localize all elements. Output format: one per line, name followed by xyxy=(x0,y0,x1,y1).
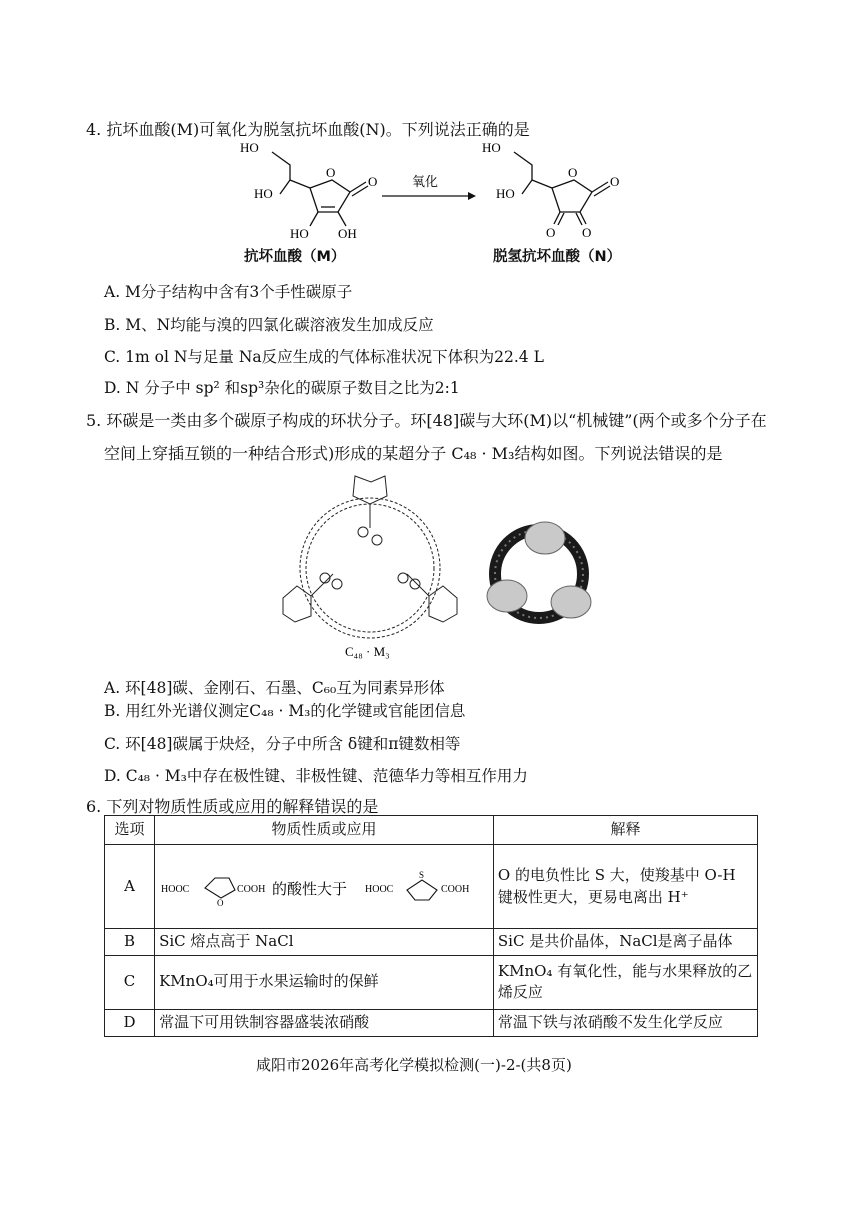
thiophene-s: S xyxy=(419,869,425,880)
thiophene-ring xyxy=(407,880,437,900)
thiophene-left-group: HOOC xyxy=(365,883,394,895)
table-row-d xyxy=(105,1009,758,1036)
furan-right-group: COOH xyxy=(237,883,266,895)
n-carbonyl-o-2: O xyxy=(546,225,556,240)
n-carbonyl-o-3: O xyxy=(582,225,592,240)
header-option: 选项 xyxy=(105,816,155,845)
explanation-table xyxy=(104,815,758,1037)
ascorbic-acid-structure xyxy=(272,152,368,226)
row-d-property: 常温下可用铁制容器盛装浓硝酸 xyxy=(155,1009,494,1036)
q5-option-c: C. 环[48]碳属于炔烃，分子中所含 δ键和π键数相等 xyxy=(104,735,461,753)
n-atom-ho-1: HO xyxy=(482,140,501,155)
row-a-property xyxy=(155,845,494,929)
question-4-stem: 4. 抗坏血酸(M)可氧化为脱氢抗坏血酸(N)。下列说法正确的是 xyxy=(86,120,530,139)
row-c-explanation: KMnO₄ 有氧化性，能与水果释放的乙烯反应 xyxy=(493,955,757,1009)
row-d-explanation: 常温下铁与浓硝酸不发生化学反应 xyxy=(493,1009,757,1036)
q4-option-d: D. N 分子中 sp² 和sp³杂化的碳原子数目之比为2:1 xyxy=(104,379,460,397)
caption-m: 抗坏血酸（M） xyxy=(244,249,346,265)
q5-option-d: D. C₄₈ · M₃中存在极性键、非极性键、范德华力等相互作用力 xyxy=(104,767,528,785)
thiophene-right-group: COOH xyxy=(441,883,470,895)
q4-option-b: B. M、N均能与溴的四氯化碳溶液发生加成反应 xyxy=(104,316,434,334)
header-explanation: 解释 xyxy=(493,816,757,845)
table-row-a xyxy=(105,845,758,929)
header-property: 物质性质或应用 xyxy=(155,816,494,845)
row-a-explanation: O 的电负性比 S 大，使羧基中 O-H 键极性更大，更易电离出 H⁺ xyxy=(493,845,757,929)
n-ring-o: O xyxy=(568,165,578,180)
row-a-option: A xyxy=(105,845,155,929)
comparison-text: 的酸性大于 xyxy=(272,879,348,898)
q4-option-c: C. 1m ol N与足量 Na反应生成的气体标准状况下体积为22.4 L xyxy=(104,348,544,366)
furan-o: O xyxy=(217,897,224,908)
page-footer: 咸阳市2026年高考化学模拟检测(一)-2-(共8页) xyxy=(256,1056,572,1074)
n-atom-ho-2: HO xyxy=(496,186,515,201)
figure-caption: C₄₈ · M₃ xyxy=(345,644,390,659)
q4-option-a: A. M分子结构中含有3个手性碳原子 xyxy=(104,283,353,301)
m-carbonyl-o: O xyxy=(368,174,378,189)
q5-option-b: B. 用红外光谱仪测定C₄₈ · M₃的化学键或官能团信息 xyxy=(104,702,466,720)
caption-n: 脱氢抗坏血酸（N） xyxy=(493,249,622,265)
furan-thiophene-comparison xyxy=(159,862,483,912)
row-b-option: B xyxy=(105,929,155,956)
m-atom-ho-1: HO xyxy=(240,140,259,155)
row-b-property: SiC 熔点高于 NaCl xyxy=(155,929,494,956)
m-atom-ho-2: HO xyxy=(254,186,273,201)
m-atom-oh: OH xyxy=(338,226,357,241)
table-row-c xyxy=(105,955,758,1009)
table-header-row xyxy=(105,816,758,845)
c48-m3-space-filling-model xyxy=(487,522,591,618)
arrow-label: 氧化 xyxy=(412,175,439,190)
dehydroascorbic-acid-structure xyxy=(514,152,610,225)
row-b-explanation: SiC 是共价晶体，NaCl是离子晶体 xyxy=(493,929,757,956)
row-d-option: D xyxy=(105,1009,155,1036)
c48-m3-line-drawing xyxy=(283,476,457,638)
question-6-stem: 6. 下列对物质性质或应用的解释错误的是 xyxy=(86,797,379,816)
supramolecule-figure xyxy=(275,468,615,660)
furan-left-group: HOOC xyxy=(161,883,190,895)
row-c-property: KMnO₄可用于水果运输时的保鲜 xyxy=(155,955,494,1009)
question-5-stem-line1: 5. 环碳是一类由多个碳原子构成的环状分子。环[48]碳与大环(M)以“机械键”(两个或多个分子在 xyxy=(86,411,767,430)
furan-ring xyxy=(205,878,235,898)
table-row-b xyxy=(105,929,758,956)
n-carbonyl-o-1: O xyxy=(610,174,620,189)
question-5-stem-line2: 空间上穿插互锁的一种结合形式)形成的某超分子 C₄₈ · M₃结构如图。下列说法错误的是 xyxy=(104,444,723,463)
m-atom-ho-3: HO xyxy=(290,226,309,241)
m-ring-o: O xyxy=(326,165,336,180)
row-c-option: C xyxy=(105,955,155,1009)
q5-option-a: A. 环[48]碳、金刚石、石墨、C₆₀互为同素异形体 xyxy=(104,679,445,697)
